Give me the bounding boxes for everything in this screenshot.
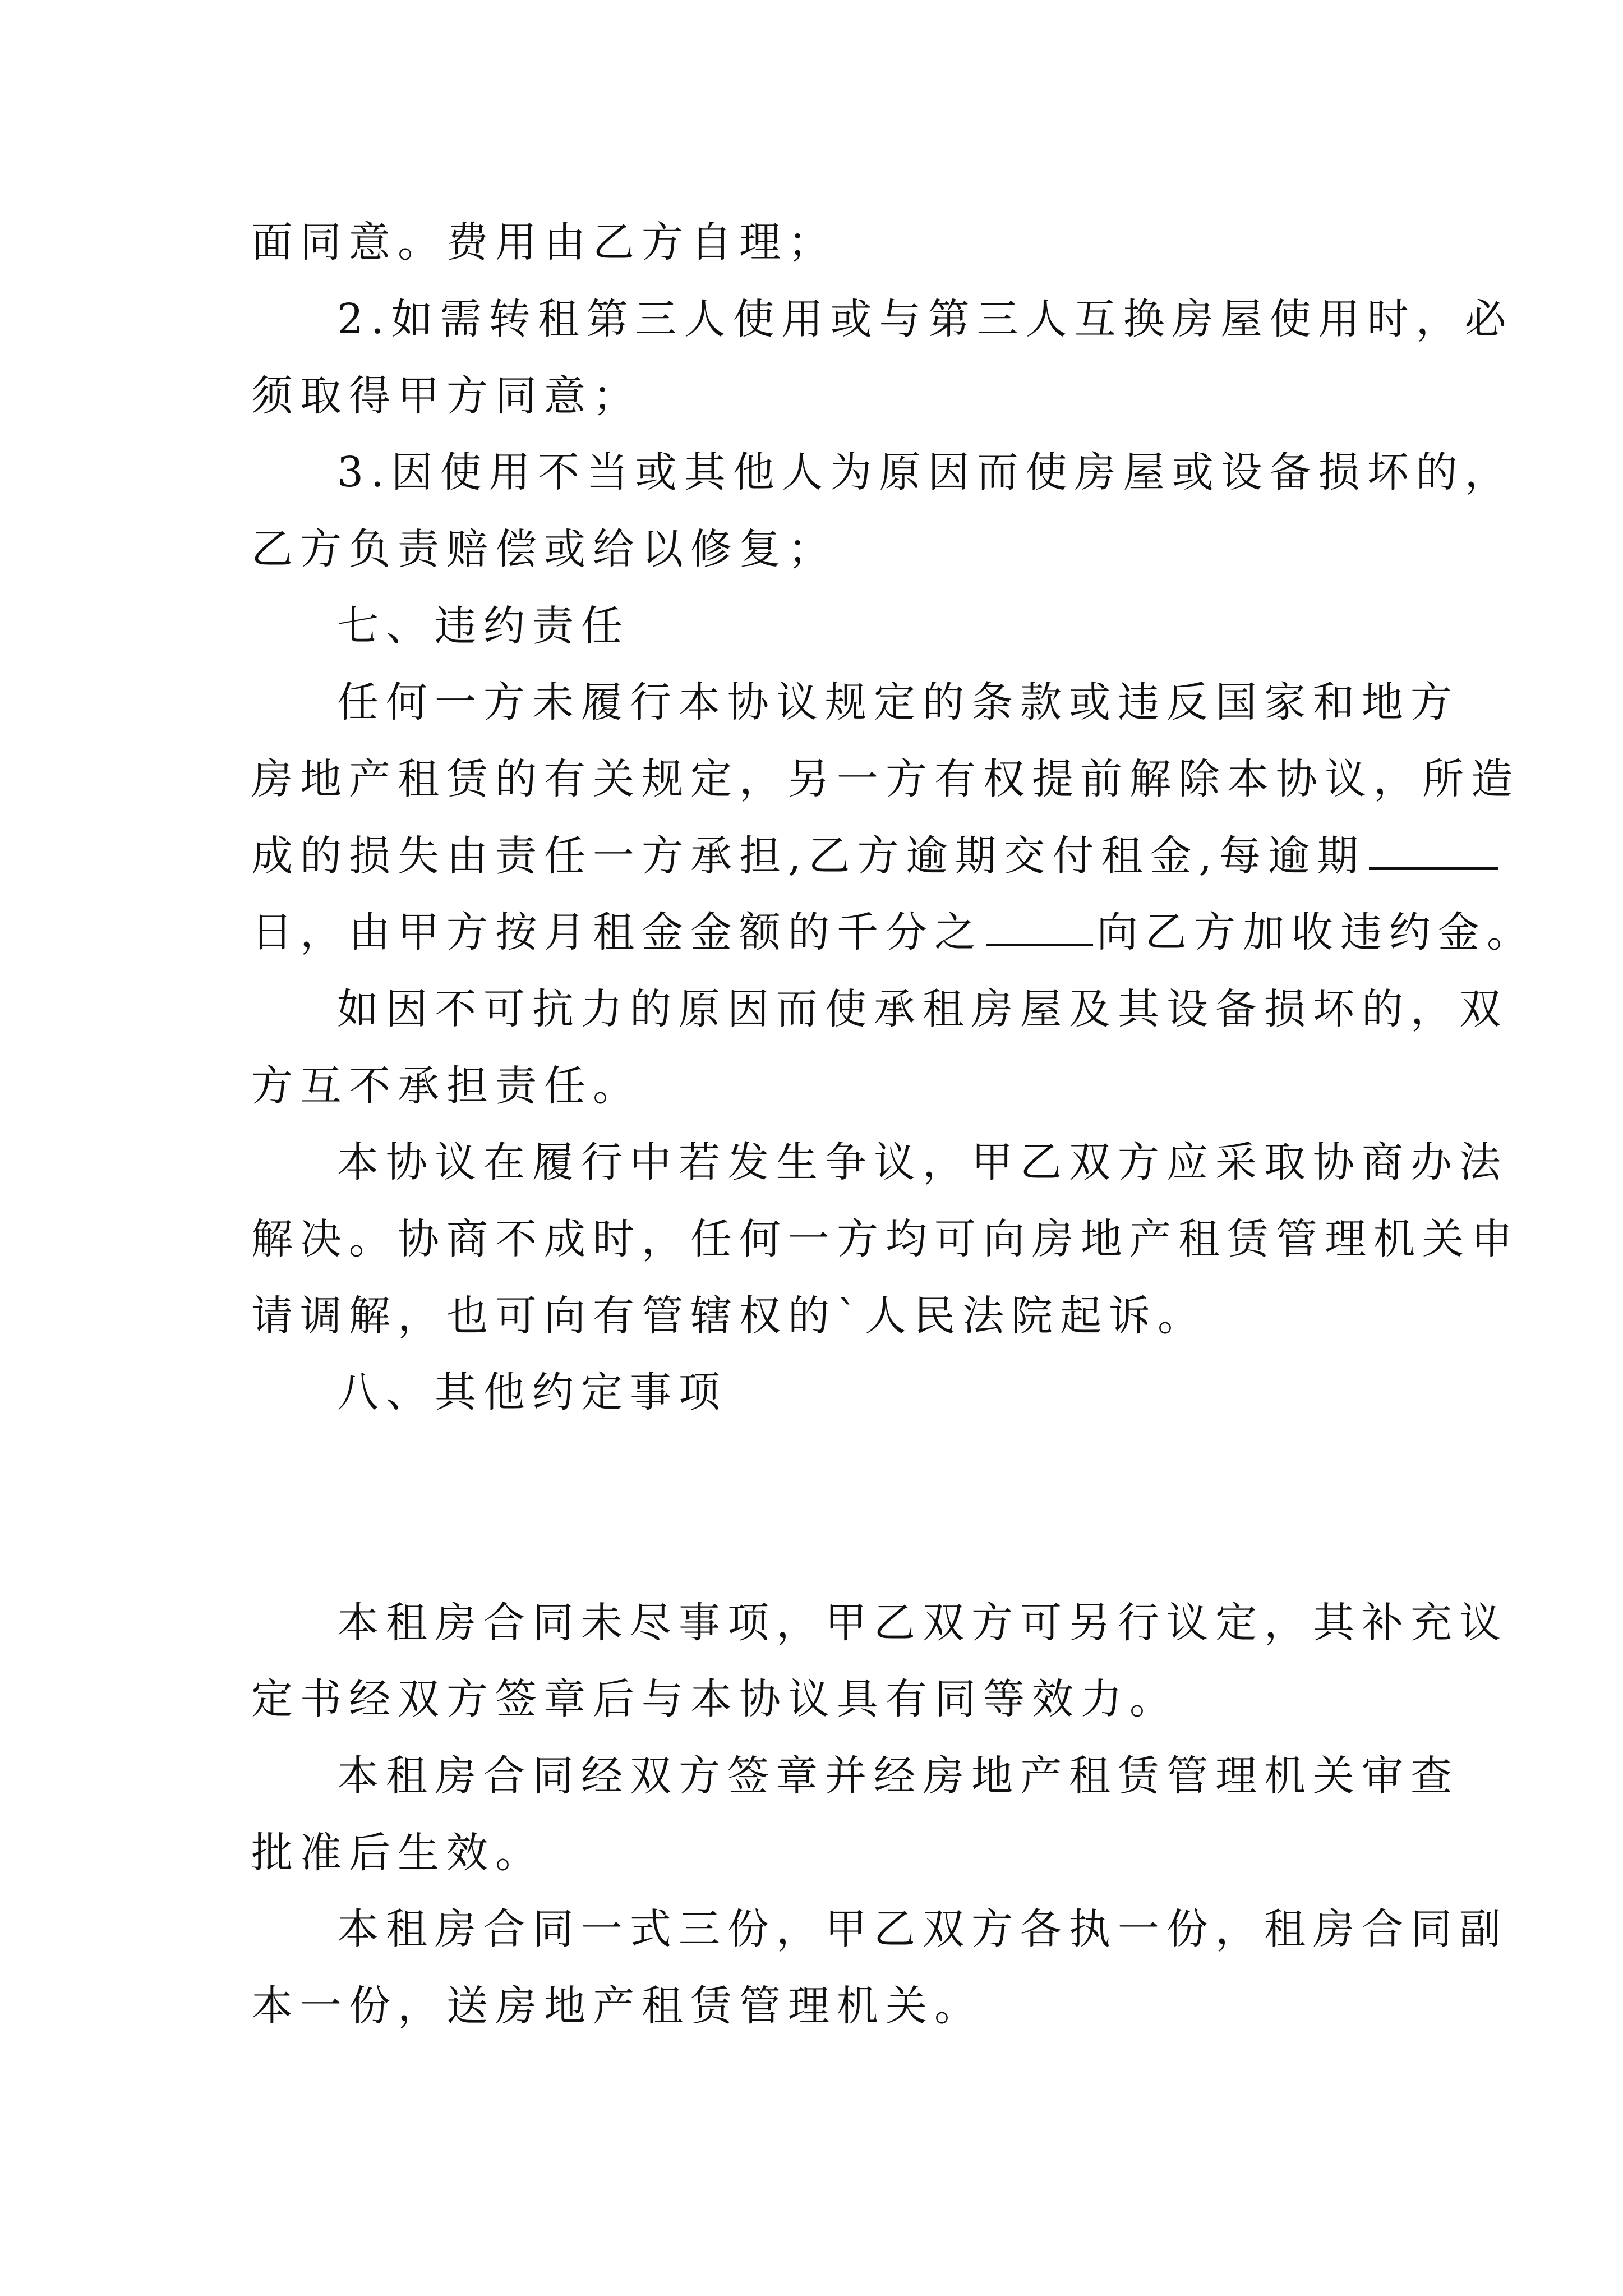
text-line: 方互不承担责任。 [251, 1062, 642, 1110]
text-line: 本租房合同经双方签章并经房地产租赁管理机关审查 [337, 1752, 1459, 1800]
text-line: 乙方负责赔偿或给以修复； [251, 525, 837, 573]
text-line: 须取得甲方同意； [251, 372, 642, 420]
text-line: 本一份，送房地产租赁管理机关。 [251, 1982, 983, 2030]
text-line: 面同意。费用由乙方自理； [251, 218, 837, 266]
text-line: 2.如需转租第三人使用或与第三人互换房屋使用时，必 [337, 295, 1514, 343]
text-line: 房地产租赁的有关规定，另一方有权提前解除本协议，所造 [251, 755, 1520, 803]
text-line: 定书经双方签章后与本协议具有同等效力。 [251, 1675, 1178, 1723]
text-line: 批准后生效。 [251, 1829, 544, 1877]
text-segment: 成的损失由责任一方承担,乙方逾期交付租金,每逾期 [251, 832, 1366, 880]
text-line: 3.因使用不当或其他人为原因而使房屋或设备损坏的， [337, 448, 1514, 496]
section-heading: 八、其他约定事项 [337, 1368, 727, 1416]
text-segment: 向乙方加收违约金。 [1096, 908, 1536, 956]
text-line: 任何一方未履行本协议规定的条款或违反国家和地方 [337, 678, 1459, 726]
text-line [251, 901, 1536, 964]
text-line [251, 825, 1378, 887]
text-line: 本协议在履行中若发生争议，甲乙双方应采取协商办法 [337, 1138, 1508, 1186]
text-line: 本租房合同一式三份，甲乙双方各执一份，租房合同副 [337, 1905, 1508, 1953]
fill-in-blank [986, 910, 1093, 946]
section-heading: 七、违约责任 [337, 602, 630, 650]
text-line: 本租房合同未尽事项，甲乙双方可另行议定，其补充议 [337, 1599, 1508, 1647]
text-line: 解决。协商不成时，任何一方均可向房地产租赁管理机关申 [251, 1215, 1520, 1263]
fill-in-blank [1369, 834, 1498, 870]
text-segment: 日，由甲方按月租金金额的千分之 [251, 908, 983, 956]
text-line: 请调解，也可向有管辖权的`人民法院起诉。 [251, 1292, 1206, 1340]
text-line: 如因不可抗力的原因而使承租房屋及其设备损坏的，双 [337, 985, 1508, 1033]
